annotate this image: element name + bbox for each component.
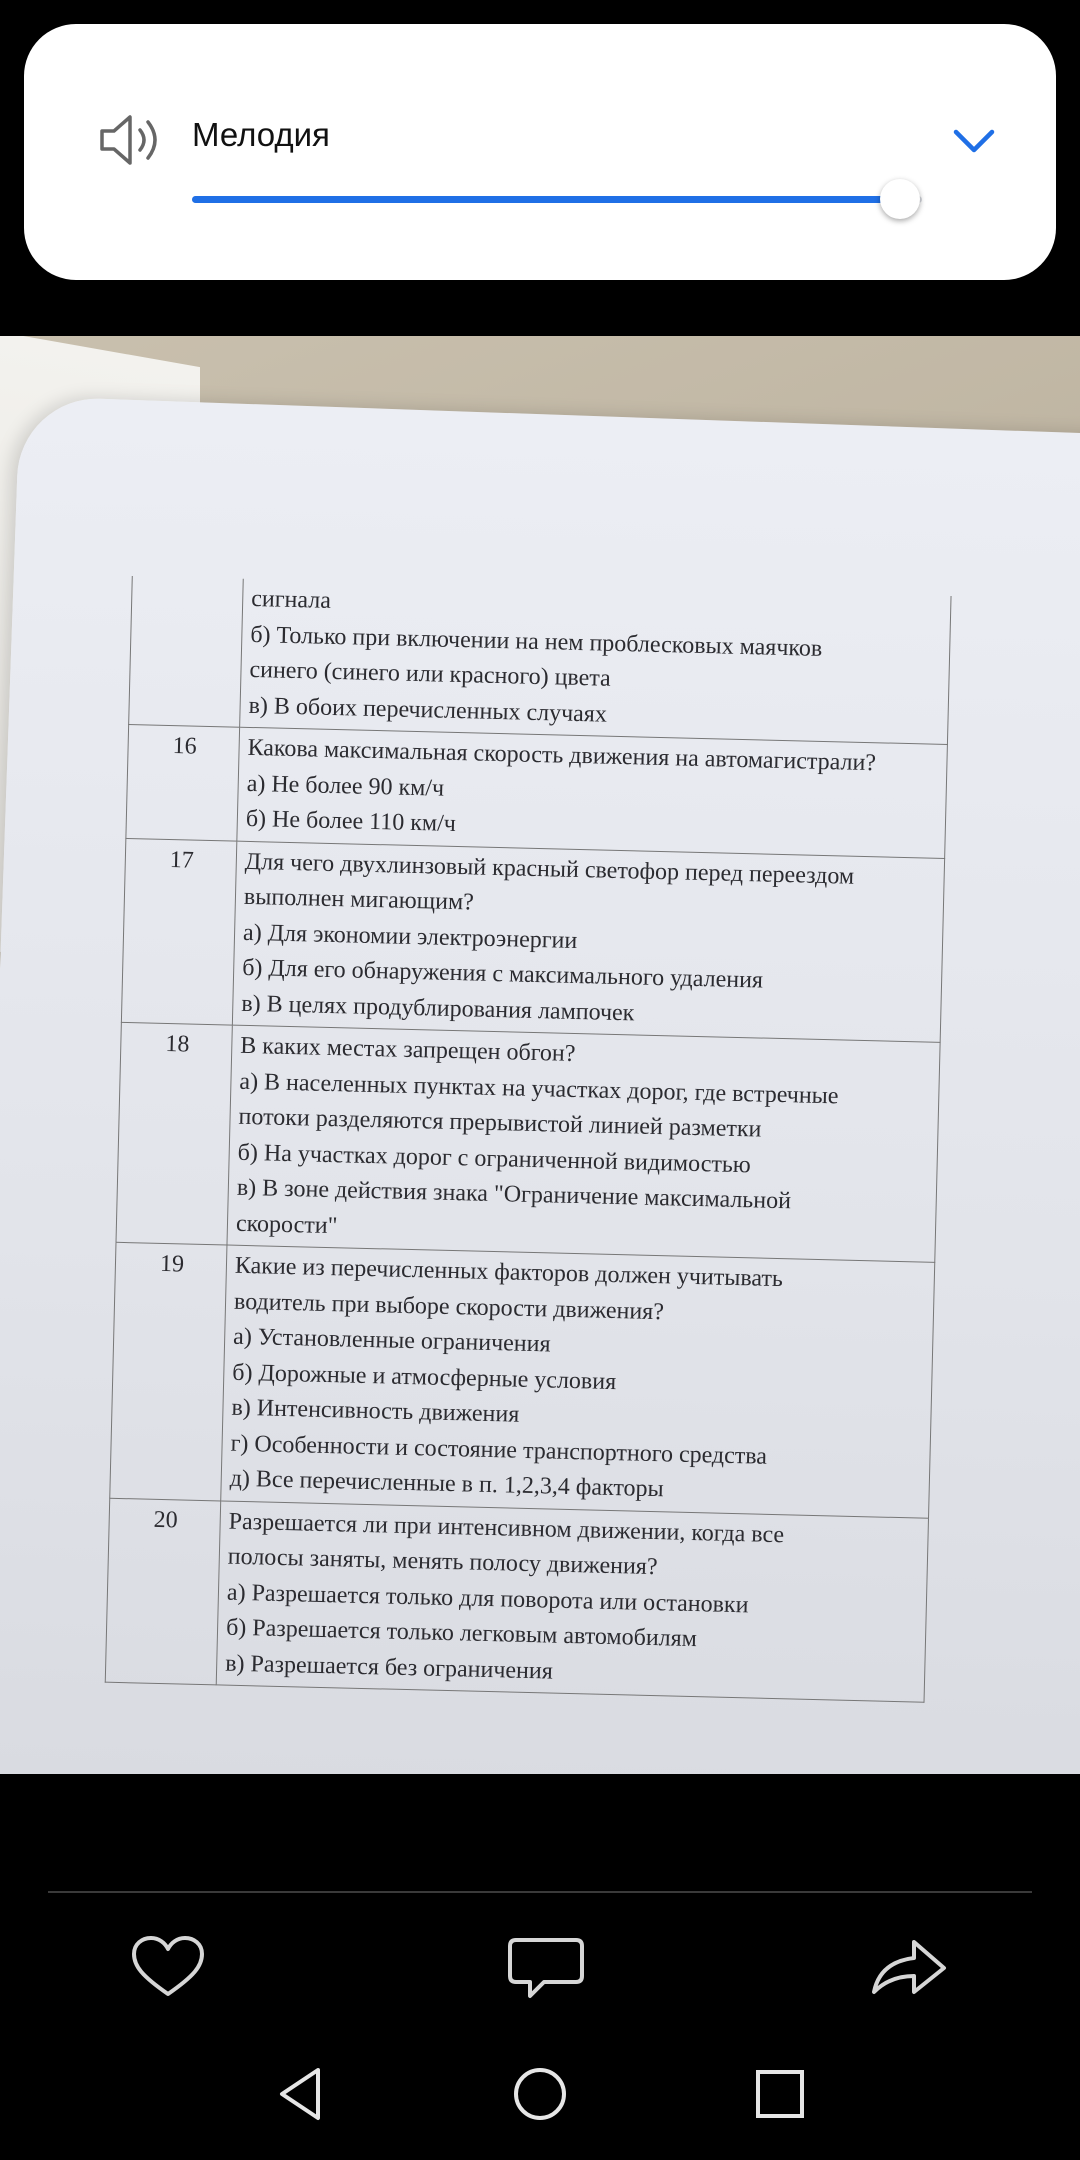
question-number: 17	[121, 838, 236, 1025]
question-line: Разрешается ли при интенсивном движении, когда все	[228, 1508, 785, 1548]
question-line: синего (синего или красного) цвета	[249, 656, 612, 692]
question-line: а) В населенных пунктах на участках дорог, где встречные	[239, 1068, 839, 1109]
question-line: сигнала	[250, 585, 332, 614]
question-text	[240, 579, 951, 745]
question-line: б) На участках дорог с ограниченной видимостью	[237, 1139, 752, 1178]
recents-icon[interactable]	[748, 2062, 812, 2126]
question-line: в) Интенсивность движения	[231, 1394, 520, 1428]
volume-slider[interactable]	[192, 184, 922, 214]
question-line: б) Разрешается только легковым автомобилям	[225, 1614, 698, 1653]
question-line: д) Все перечисленные в п. 1,2,3,4 факторы	[229, 1465, 664, 1503]
table-row	[121, 838, 944, 1042]
question-text	[232, 841, 944, 1043]
question-number: 16	[126, 724, 240, 840]
question-line: б) Для его обнаружения с максимального удаления	[241, 954, 764, 994]
question-table	[105, 576, 952, 1703]
question-line: потоки разделяются прерывистой линией разметки	[238, 1103, 762, 1143]
question-text	[221, 1245, 935, 1518]
question-line: а) Не более 90 км/ч	[246, 770, 445, 802]
question-line: выполнен мигающим?	[243, 883, 475, 916]
question-line: г) Особенности и состояние транспортного средства	[230, 1430, 768, 1470]
question-number	[129, 576, 244, 727]
table-row	[129, 576, 951, 744]
home-icon[interactable]	[508, 2062, 572, 2126]
question-line: в) В зоне действия знака "Ограничение максимальной	[236, 1174, 792, 1215]
question-line: б) Дорожные и атмосферные условия	[232, 1359, 617, 1395]
slider-thumb[interactable]	[880, 179, 920, 219]
slider-fill	[192, 196, 900, 203]
question-line: а) Для экономии электроэнергии	[242, 919, 578, 954]
question-line: скорости"	[235, 1210, 338, 1239]
question-line: водитель при выборе скорости движения?	[233, 1288, 665, 1325]
question-text	[227, 1025, 940, 1262]
volume-stream-label: Мелодия	[192, 116, 330, 153]
question-line: в) В обоих перечисленных случаях	[248, 692, 608, 728]
question-line: полосы заняты, менять полосу движения?	[227, 1543, 658, 1581]
speaker-icon[interactable]	[98, 112, 164, 168]
question-text	[216, 1500, 928, 1702]
table-row	[110, 1242, 935, 1517]
question-line: в) В целях продублирования лампочек	[241, 990, 635, 1026]
back-icon[interactable]	[270, 2062, 334, 2126]
photo[interactable]	[0, 336, 1080, 1774]
paper-sheet	[0, 396, 1080, 1774]
question-line: в) Разрешается без ограничения	[224, 1650, 554, 1685]
table-row	[116, 1022, 940, 1262]
question-number: 18	[116, 1022, 232, 1245]
question-line: б) Только при включении на нем проблесковых маячков	[250, 621, 823, 662]
chevron-down-icon[interactable]	[950, 120, 998, 160]
comment-icon[interactable]	[506, 1934, 586, 2002]
table-row	[126, 724, 948, 857]
question-line: б) Не более 110 км/ч	[245, 805, 457, 837]
volume-panel	[24, 24, 1056, 280]
question-line: Какие из перечисленных факторов должен учитывать	[234, 1252, 784, 1293]
divider	[48, 1891, 1032, 1893]
question-line: Какова максимальная скорость движения на автомагистрали?	[247, 734, 877, 777]
question-number: 20	[105, 1498, 220, 1685]
question-number: 19	[110, 1242, 227, 1500]
share-icon[interactable]	[868, 1934, 948, 2002]
question-line: Для чего двухлинзовый красный светофор перед переездом	[244, 848, 855, 890]
question-line: В каких местах запрещен обгон?	[240, 1032, 576, 1067]
question-line: а) Разрешается только для поворота или остановки	[226, 1579, 749, 1618]
table-row	[105, 1498, 928, 1702]
question-line: а) Установленные ограничения	[232, 1323, 551, 1358]
heart-icon[interactable]	[128, 1934, 208, 2002]
question-text	[237, 727, 948, 858]
